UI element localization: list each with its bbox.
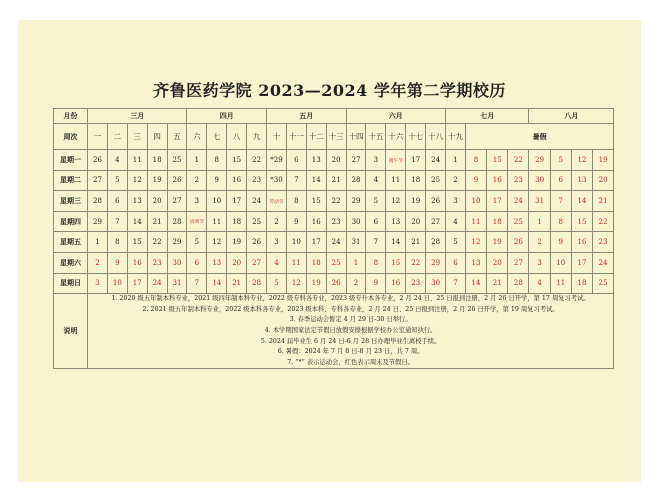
month-august: 八月 [529,109,614,124]
date-cell: 5 [187,232,207,253]
date-cell: 9 [286,211,306,232]
date-cell: 20 [326,150,346,171]
date-cell: 2 [446,170,466,191]
date-cell: 26 [508,232,529,253]
date-cell: 25 [167,150,187,171]
date-cell: 17 [487,191,508,212]
date-cell: 7 [286,170,306,191]
date-cell: 8 [286,191,306,212]
date-cell: 17 [227,191,247,212]
week-number [366,124,386,150]
date-cell: 27 [88,170,108,191]
month-may: 五月 [267,109,347,124]
date-cell: 31 [167,273,187,294]
date-cell: 14 [465,273,486,294]
note-item: 7. “*” 表示运动会，红色表示周末及节假日。 [287,358,414,366]
month-march: 三月 [88,109,187,124]
date-cell: 5 [267,273,287,294]
date-cell: 7 [187,273,207,294]
date-cell: 17 [571,252,592,273]
week-number [187,124,207,150]
week-number [88,124,108,150]
date-cell: 26 [247,232,267,253]
week-number [306,124,326,150]
date-cell: 2 [267,211,287,232]
date-cell: 17 [406,150,426,171]
date-cell: 26 [88,150,108,171]
date-cell: 3 [366,150,386,171]
weekday-label: 星期一 [54,150,88,171]
date-cell: 5 [366,191,386,212]
week-row [54,124,614,150]
holiday-label: 劳动节 [269,199,284,205]
date-cell: 10 [207,191,227,212]
weekday-label: 星期六 [54,252,88,273]
week-number [147,124,167,150]
date-cell: 28 [167,211,187,232]
date-cell: 12 [207,232,227,253]
date-cell: 16 [227,170,247,191]
date-cell: *30 [267,170,287,191]
week-number-label: 六 [193,131,201,141]
holiday-cell [187,211,207,232]
note-item: 6. 暑假：2024 年 7 月 8 日-8 月 23 日，共 7 周。 [277,348,424,356]
date-cell: 20 [147,191,167,212]
month-row [54,109,614,124]
week-number-label: 十二 [308,131,324,141]
date-cell: 4 [267,252,287,273]
date-cell: 28 [426,232,446,253]
date-cell: 31 [529,191,550,212]
week-number [207,124,227,150]
date-cell: 7 [107,211,127,232]
month-header-label: 月份 [54,109,88,124]
month-july: 七月 [446,109,529,124]
date-cell: 18 [487,211,508,232]
date-cell: 30 [167,252,187,273]
date-cell: 21 [406,232,426,253]
date-cell: 1 [346,252,366,273]
weekday-row [54,252,614,273]
date-cell: 2 [187,170,207,191]
week-header-label: 周次 [54,124,88,150]
date-cell: 21 [487,273,508,294]
date-cell: 3 [187,191,207,212]
date-cell: 11 [127,150,147,171]
date-cell: 24 [508,191,529,212]
holiday-cell [386,150,406,171]
date-cell: 1 [187,150,207,171]
date-cell: 22 [147,232,167,253]
week-number-label: 一 [93,131,102,141]
school-calendar-table [53,108,614,369]
week-number-label: 十 [272,131,281,141]
week-number [227,124,247,150]
date-cell: 11 [286,252,306,273]
date-cell: 4 [107,150,127,171]
date-cell: 4 [529,273,550,294]
date-cell: 6 [187,252,207,273]
date-cell: *29 [267,150,287,171]
date-cell: 15 [487,150,508,171]
date-cell: 24 [426,150,446,171]
date-cell: 19 [147,170,167,191]
week-number-label: 七 [213,131,221,141]
date-cell: 11 [550,273,571,294]
week-number-label: 八 [232,131,241,141]
date-cell: 5 [107,170,127,191]
date-cell: 26 [326,273,346,294]
date-cell: 27 [167,191,187,212]
date-cell: 23 [147,252,167,273]
date-cell: 24 [247,191,267,212]
week-number-label: 五 [173,131,181,141]
date-cell: 27 [247,252,267,273]
date-cell: 8 [207,150,227,171]
holiday-cell [267,191,287,212]
date-cell: 3 [529,252,550,273]
date-cell: 3 [88,273,108,294]
date-cell: 1 [529,211,550,232]
date-cell: 3 [446,191,466,212]
date-cell: 13 [207,252,227,273]
date-cell: 6 [550,170,571,191]
notes-label: 说明 [54,294,88,369]
date-cell: 8 [107,232,127,253]
date-cell: 19 [227,232,247,253]
weekday-row [54,150,614,171]
week-number [346,124,366,150]
calendar-page [18,20,641,482]
week-number-label: 三 [133,131,141,141]
weekday-row [54,232,614,253]
date-cell: 10 [107,273,127,294]
date-cell: 7 [446,273,466,294]
date-cell: 13 [306,150,326,171]
date-cell: 28 [508,273,529,294]
date-cell: 28 [247,273,267,294]
date-cell: 15 [386,252,406,273]
weekday-label: 星期五 [54,232,88,253]
date-cell: 17 [127,273,147,294]
week-number [286,124,306,150]
date-cell: 9 [207,170,227,191]
date-cell: 1 [446,150,466,171]
date-cell: 22 [406,252,426,273]
date-cell: 23 [593,232,614,253]
week-number [406,124,426,150]
date-cell: 6 [107,191,127,212]
date-cell: 24 [326,232,346,253]
date-cell: 25 [593,273,614,294]
date-cell: 18 [306,252,326,273]
date-cell: 8 [550,211,571,232]
date-cell: 23 [326,211,346,232]
date-cell: 27 [508,252,529,273]
date-cell: 9 [107,252,127,273]
week-number [167,124,187,150]
date-cell: 13 [571,170,592,191]
week-number-label: 十五 [368,131,384,141]
date-cell: 10 [286,232,306,253]
date-cell: 14 [127,211,147,232]
week-number-label: 十四 [348,131,364,141]
date-cell: 23 [247,170,267,191]
date-cell: 8 [465,150,486,171]
date-cell: 18 [227,211,247,232]
date-cell: 18 [406,170,426,191]
week-number [247,124,267,150]
date-cell: 22 [326,191,346,212]
date-cell: 12 [386,191,406,212]
week-number-label: 十九 [447,131,463,141]
date-cell: 14 [571,191,592,212]
date-cell: 2 [529,232,550,253]
date-cell: 22 [247,150,267,171]
date-cell: 28 [88,191,108,212]
date-cell: 16 [306,211,326,232]
weekday-label: 星期二 [54,170,88,191]
date-cell: 29 [426,252,446,273]
date-cell: 22 [593,211,614,232]
date-cell: 18 [147,150,167,171]
date-cell: 10 [465,191,486,212]
date-cell: 6 [446,252,466,273]
week-number-label: 十三 [328,131,344,141]
date-cell: 31 [346,232,366,253]
date-cell: 11 [386,170,406,191]
date-cell: 16 [571,232,592,253]
week-number [267,124,287,150]
date-cell: 18 [571,273,592,294]
holiday-label: 端午节 [388,158,403,164]
note-item: 4. 本学期国家法定节假日放假安排根据学校办公室通知执行。 [264,326,437,334]
weekday-row [54,191,614,212]
week-number [326,124,346,150]
week-number-label: 九 [252,131,261,141]
date-cell: 14 [207,273,227,294]
date-cell: 30 [426,273,446,294]
date-cell: 24 [593,252,614,273]
notes-content [88,294,614,369]
date-cell: 13 [465,252,486,273]
weekday-label: 星期三 [54,191,88,212]
date-cell: 21 [593,191,614,212]
weekday-row [54,170,614,191]
date-cell: 29 [346,191,366,212]
date-cell: 5 [446,232,466,253]
month-june: 六月 [346,109,445,124]
date-cell: 19 [487,232,508,253]
week-number-label: 二 [113,131,122,141]
date-cell: 9 [550,232,571,253]
date-cell: 17 [306,232,326,253]
date-cell: 12 [127,170,147,191]
note-item: 3. 春季运动会暂定 4 月 29 日-30 日举行。 [289,316,412,324]
date-cell: 27 [346,150,366,171]
date-cell: 9 [366,273,386,294]
date-cell: 12 [465,232,486,253]
note-item: 1. 2020 级五年制本科专业，2021 级四年制本科专业，2022 级专科各专业，2023 级专升本各专业，2 月 24 日、25 日报到注册，2 月 26 日开学，第 17 周复习考试。 [111,295,590,303]
date-cell: 2 [88,252,108,273]
date-cell: 25 [247,211,267,232]
date-cell: 15 [571,211,592,232]
notes-row [54,294,614,369]
date-cell: 14 [386,232,406,253]
date-cell: 22 [508,150,529,171]
date-cell: 15 [306,191,326,212]
date-cell: 4 [366,170,386,191]
date-cell: 21 [147,211,167,232]
date-cell: 21 [326,170,346,191]
date-cell: 13 [127,191,147,212]
date-cell: 14 [306,170,326,191]
week-number [446,124,466,150]
week-number [107,124,127,150]
date-cell: 2 [346,273,366,294]
note-item: 2. 2021 级五年制本科专业，2022 级本科各专业，2023 级本科、专科各专业，2 月 24 日、25 日报到注册，2 月 26 日开学，第 19 周复习考试。 [142,305,559,313]
weekday-label: 星期日 [54,273,88,294]
date-cell: 25 [326,252,346,273]
date-cell: 3 [267,232,287,253]
date-cell: 19 [406,191,426,212]
note-item: 5. 2024 届毕业生 6 月 24 日-6 月 28 日办理毕业生离校手续。 [260,337,441,345]
date-cell: 20 [487,252,508,273]
date-cell: 11 [465,211,486,232]
week-number [426,124,446,150]
date-cell: 21 [227,273,247,294]
date-cell: 12 [286,273,306,294]
week-number [386,124,406,150]
page-title: 齐鲁医药学院 2023—2024 学年第二学期校历 [153,81,506,100]
date-cell: 16 [386,273,406,294]
weekday-row [54,211,614,232]
month-april: 四月 [187,109,267,124]
date-cell: 19 [593,150,614,171]
date-cell: 29 [529,150,550,171]
date-cell: 7 [550,191,571,212]
date-cell: 27 [426,211,446,232]
date-cell: 10 [550,252,571,273]
date-cell: 20 [227,252,247,273]
date-cell: 23 [508,170,529,191]
date-cell: 25 [508,211,529,232]
week-number-label: 十七 [408,131,424,141]
date-cell: 29 [88,211,108,232]
date-cell: 1 [88,232,108,253]
date-cell: 13 [386,211,406,232]
date-cell: 11 [207,211,227,232]
date-cell: 6 [366,211,386,232]
week-number-label: 四 [153,131,161,141]
date-cell: 16 [487,170,508,191]
date-cell: 25 [426,170,446,191]
date-cell: 20 [593,170,614,191]
date-cell: 9 [465,170,486,191]
week-number-label: 十六 [388,131,404,141]
date-cell: 19 [306,273,326,294]
date-cell: 30 [346,211,366,232]
date-cell: 7 [366,232,386,253]
date-cell: 23 [406,273,426,294]
date-cell: 16 [127,252,147,273]
week-number-label: 十一 [288,131,304,141]
date-cell: 6 [286,150,306,171]
date-cell: 15 [227,150,247,171]
date-cell: 20 [406,211,426,232]
weekday-row [54,273,614,294]
summer-vacation-label: 暑假 [465,124,613,150]
week-number [127,124,147,150]
date-cell: 28 [346,170,366,191]
holiday-label: 清明节 [189,220,205,226]
date-cell: 30 [529,170,550,191]
date-cell: 26 [426,191,446,212]
date-cell: 4 [446,211,466,232]
date-cell: 26 [167,170,187,191]
date-cell: 12 [571,150,592,171]
date-cell: 5 [550,150,571,171]
date-cell: 15 [127,232,147,253]
week-number-label: 十八 [428,131,444,141]
date-cell: 29 [167,232,187,253]
date-cell: 24 [147,273,167,294]
weekday-label: 星期四 [54,211,88,232]
date-cell: 8 [366,252,386,273]
